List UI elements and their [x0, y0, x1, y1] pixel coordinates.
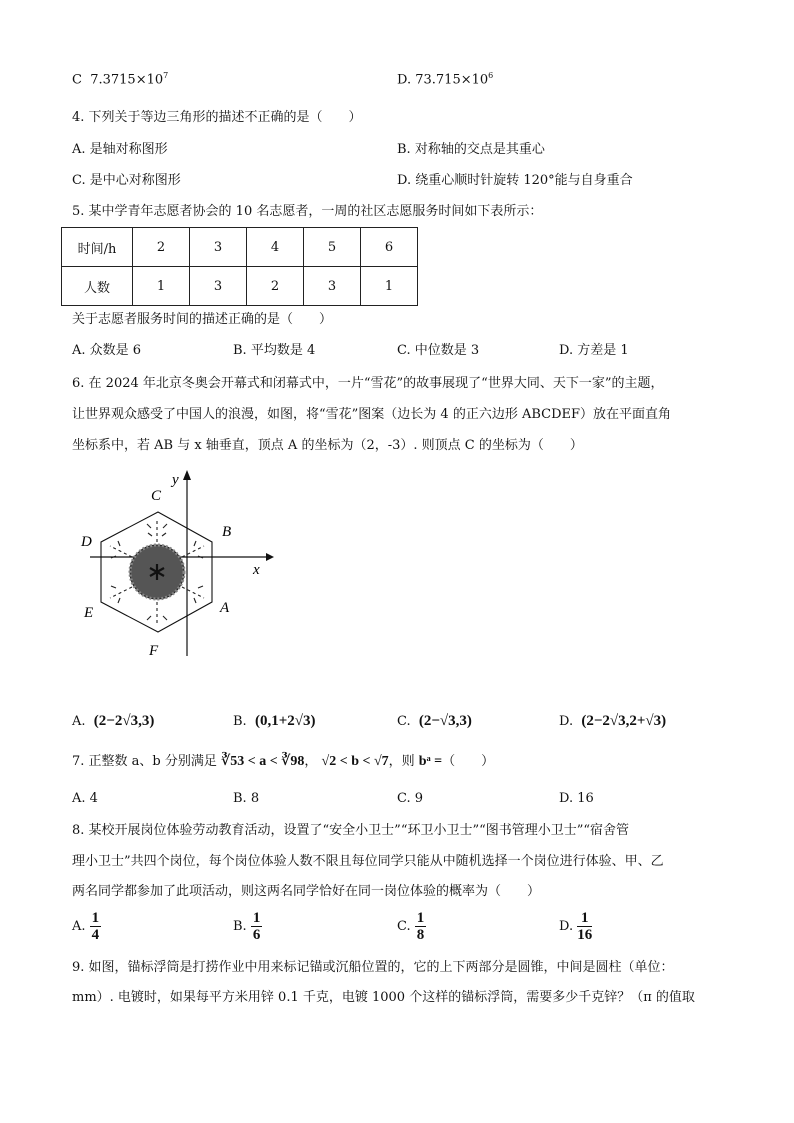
q5-option-c: C. 中位数是 3 — [397, 343, 480, 358]
q5-option-d: D. 方差是 1 — [559, 343, 629, 358]
q8-option-b-label: B. — [233, 919, 247, 934]
q4-option-a: A. 是轴对称图形 — [72, 142, 168, 157]
fraction-numerator: 1 — [252, 910, 261, 926]
x-axis-arrow-icon — [266, 553, 274, 561]
q6-option-d-label: D. — [559, 714, 574, 729]
q8-option-a — [72, 910, 101, 943]
fraction-denominator: 16 — [577, 927, 593, 943]
q6-option-c — [397, 712, 472, 731]
fraction-denominator: 8 — [416, 927, 425, 943]
q6-option-a-label: A. — [72, 714, 86, 729]
table-cell: 6 — [361, 228, 418, 267]
q6-option-b — [233, 712, 315, 731]
q8-line1: 8. 某校开展岗位体验劳动教育活动，设置了“安全小卫士”“环卫小卫士”“图书管理小卫士”“宿舍管 — [72, 823, 630, 838]
q6-option-d — [559, 712, 666, 731]
q7-cond1: ∛53 < a < ∛98 — [221, 754, 305, 769]
table-cell: 3 — [304, 267, 361, 306]
table-cell: 5 — [304, 228, 361, 267]
table-cell: 1 — [133, 267, 190, 306]
fraction-denominator: 6 — [252, 927, 261, 943]
label-e: E — [84, 605, 94, 621]
snowflake-hexagon-figure — [70, 466, 280, 666]
table-cell: 3 — [190, 228, 247, 267]
q6-option-a — [72, 712, 154, 731]
q3-option-c-exp: 7 — [163, 71, 169, 80]
q8-option-b — [233, 910, 262, 943]
q3-option-d-label: D. — [397, 72, 412, 88]
q8-line2: 理小卫士”共四个岗位，每个岗位体验人数不限且每位同学只能从中随机选择一个岗位进行体验、甲、乙 — [72, 854, 664, 869]
label-x: x — [253, 562, 260, 578]
q6-line3: 坐标系中，若 AB 与 x 轴垂直，顶点 A 的坐标为（2，-3）. 则顶点 C 的坐标为（ ） — [72, 438, 583, 453]
q6-option-c-math: (2−√3,3) — [418, 713, 472, 729]
q3-option-d-text: 73.715×10 — [415, 72, 489, 88]
q7-option-c: C. 9 — [397, 791, 424, 806]
q9-line1: 9. 如图，锚标浮筒是打捞作业中用来标记锚或沉船位置的，它的上下两部分是圆锥，中间是圆柱（单位： — [72, 960, 674, 975]
q6-option-b-label: B. — [233, 714, 247, 729]
q7-stem-pre: 7. 正整数 a、b 分别满足 — [72, 754, 217, 769]
q4-option-c: C. 是中心对称图形 — [72, 173, 181, 188]
table-cell: 人数 — [62, 267, 133, 306]
q3-option-d — [397, 67, 493, 89]
fraction-numerator: 1 — [416, 910, 425, 926]
q6-line1: 6. 在 2024 年北京冬奥会开幕式和闭幕式中，一片“雪花”的故事展现了“世界大同、天下一家”的主题， — [72, 376, 664, 391]
q8-option-a-fraction — [90, 910, 102, 943]
label-y: y — [172, 472, 179, 488]
label-d: D — [81, 534, 92, 550]
y-axis-arrow-icon — [183, 470, 191, 480]
q4-option-b: B. 对称轴的交点是其重心 — [397, 142, 545, 157]
q7-sep: ， — [304, 754, 318, 769]
q3-option-d-exp: 6 — [488, 71, 494, 80]
q3-option-c — [72, 67, 168, 89]
q8-line3: 两名同学都参加了此项活动，则这两名同学恰好在同一岗位体验的概率为（ ） — [72, 884, 541, 899]
table-cell: 1 — [361, 267, 418, 306]
q7-blank: （ ） — [442, 754, 495, 769]
q8-option-a-label: A. — [72, 919, 86, 934]
table-row — [62, 228, 418, 267]
q7-cond2: √2 < b < √7 — [321, 754, 389, 769]
table-row — [62, 267, 418, 306]
q5-option-b: B. 平均数是 4 — [233, 343, 316, 358]
label-a: A — [220, 600, 230, 616]
q7-option-d: D. 16 — [559, 791, 594, 806]
q4-option-d: D. 绕重心顺时针旋转 120°能与自身重合 — [397, 173, 633, 188]
q4-stem: 4. 下列关于等边三角形的描述不正确的是（ ） — [72, 110, 362, 125]
q8-option-d-fraction — [577, 910, 592, 943]
q6-option-d-math: (2−2√3,2+√3) — [581, 713, 667, 729]
table-cell: 2 — [247, 267, 304, 306]
q3-option-c-text: 7.3715×10 — [90, 72, 164, 88]
q9-line2: mm）. 电镀时，如果每平方米用锌 0.1 千克，电镀 1000 个这样的锚标浮筒，需要多少千克锌？（π 的值取 — [72, 990, 695, 1005]
q8-option-c-fraction — [415, 910, 427, 943]
q5-table — [61, 227, 418, 306]
fraction-numerator: 1 — [577, 910, 592, 927]
q7-stem-post: ，则 — [388, 754, 415, 769]
q6-line2: 让世界观众感受了中国人的浪漫，如图，将“雪花”图案（边长为 4 的正六边形 ABCDEF）放在平面直角 — [72, 407, 672, 422]
q8-option-c — [397, 910, 426, 943]
label-f: F — [149, 643, 159, 659]
q3-option-c-label: C — [72, 72, 82, 88]
q6-option-b-math: (0,1+2√3) — [254, 713, 316, 729]
fraction-numerator: 1 — [91, 910, 100, 926]
q7-stem — [72, 753, 494, 771]
q7-expr: bᵃ = — [418, 754, 443, 769]
q6-option-a-math: (2−2√3,3) — [93, 713, 155, 729]
q8-option-d-label: D. — [559, 919, 574, 934]
q5-option-a: A. 众数是 6 — [72, 343, 142, 358]
fraction-denominator: 4 — [91, 927, 100, 943]
q8-option-c-label: C. — [397, 919, 411, 934]
label-b: B — [222, 524, 232, 540]
q7-option-b: B. 8 — [233, 791, 260, 806]
q8-option-d — [559, 910, 592, 943]
table-cell: 3 — [190, 267, 247, 306]
q7-option-a: A. 4 — [72, 791, 98, 806]
table-cell: 2 — [133, 228, 190, 267]
table-cell: 4 — [247, 228, 304, 267]
table-cell: 时间/h — [62, 228, 133, 267]
q5-stem: 5. 某中学青年志愿者协会的 10 名志愿者，一周的社区志愿服务时间如下表所示： — [72, 204, 543, 219]
q6-option-c-label: C. — [397, 714, 411, 729]
label-c: C — [151, 488, 162, 504]
q5-follow: 关于志愿者服务时间的描述正确的是（ ） — [72, 312, 333, 327]
q8-option-b-fraction — [251, 910, 263, 943]
